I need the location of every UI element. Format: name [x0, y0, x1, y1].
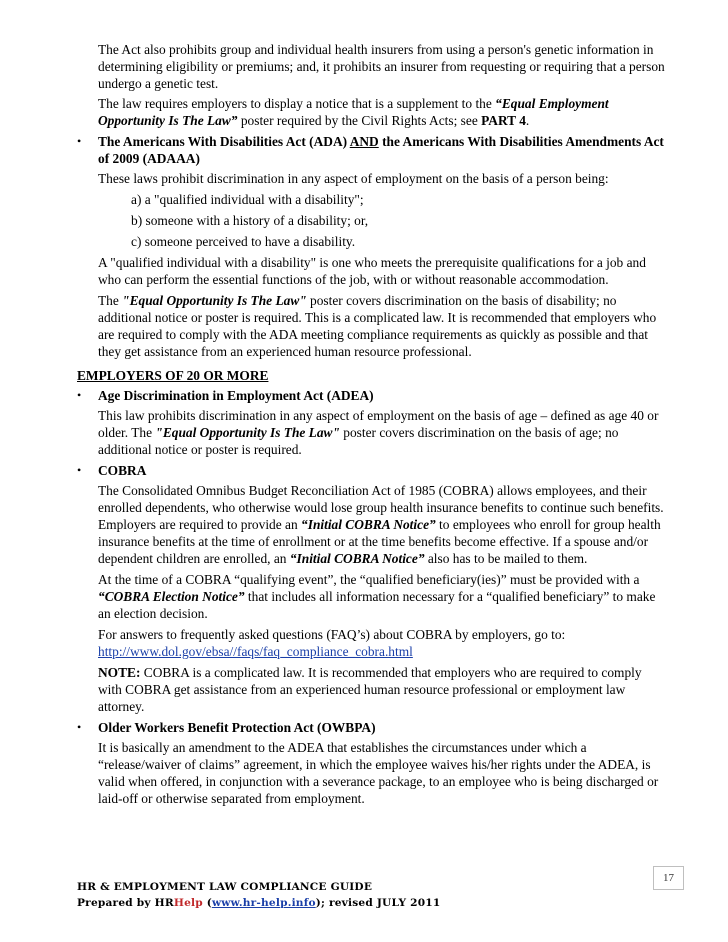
owbpa-heading-text: Older Workers Benefit Protection Act (OWBPA) [98, 720, 376, 735]
section-heading-text: EMPLOYERS OF 20 OR MORE [77, 368, 269, 383]
list-item: c) someone perceived to have a disability. [131, 234, 356, 249]
adea-paragraph [0, 407, 728, 458]
cobra-qualifying-paragraph [0, 571, 728, 622]
text-span: ( [202, 897, 212, 909]
poster-name: “Equal Employment Opportunity Is The Law” [98, 96, 609, 128]
qualified-individual-paragraph: A "qualified individual with a disability" is one who meets the prerequisite qualifications for a job and who can perform the essential functions of the job, with or without reasonable accommodation. [98, 255, 646, 287]
text-span: also has to be mailed to them. [424, 551, 588, 566]
cobra-heading [0, 462, 728, 479]
note-label: NOTE: [98, 665, 141, 680]
text-span: The [98, 293, 123, 308]
section-heading [0, 367, 728, 384]
text-span: that includes all information necessary for a “qualified beneficiary” to make an election decision. [98, 589, 656, 621]
text-span: poster covers discrimination on the basis of disability; no additional notice or poster is required. This is a complicated law. It is recommended that employers who are required to comply with the ADA meeting compliance requirements as quickly as possible and that they get assistance from an experienced human resource professional. [98, 293, 657, 359]
text-span: poster covers discrimination on the basis of age; no additional notice or poster is required. [98, 425, 619, 457]
adea-heading [0, 387, 728, 404]
text-span: The law requires employers to display a notice that is a supplement to the [98, 96, 496, 111]
text-span: COBRA is a complicated law. It is recommended that employers who are required to comply with COBRA get assistance from an experienced human resource professional or employment law attorney. [98, 665, 642, 714]
notice-name: “Initial COBRA Notice” [301, 517, 436, 532]
poster-requirement-paragraph [0, 95, 728, 129]
bullet-icon: • [77, 134, 82, 148]
text-span: to employees who enroll for group health insurance benefits at the time of enrollment or at the time benefits become effective. If a spouse and/or dependent children are enrolled, an [98, 517, 661, 566]
ada-heading-part: the Americans With Disabilities Amendments Act of 2009 (ADAAA) [98, 134, 664, 166]
poster-name: "Equal Opportunity Is The Law" [155, 425, 340, 440]
text-span: Prepared by [77, 897, 155, 909]
text-span: At the time of a COBRA “qualifying event”, the “qualified beneficiary(ies)” must be provided with a [98, 572, 640, 587]
list-item: b) someone with a history of a disability; or, [131, 213, 369, 228]
footer-website-link[interactable]: www.hr-help.info [211, 897, 316, 909]
part-reference: PART 4 [481, 113, 526, 128]
text-span: poster required by the Civil Rights Acts; see [237, 113, 482, 128]
footer [77, 879, 440, 911]
cobra-faq-link[interactable]: http://www.dol.gov/ebsa//faqs/faq_compliance_cobra.html [98, 644, 413, 659]
footer-prepared [77, 895, 440, 911]
notice-name: “Initial COBRA Notice” [289, 551, 425, 566]
brand-help: Help [173, 897, 203, 909]
text-span: The Consolidated Omnibus Budget Reconciliation Act of 1985 (COBRA) allows employees, and their enrolled dependents, who otherwise would lose group health insurance benefits to continue such benefits. Employers are required to provide an [98, 483, 664, 532]
owbpa-paragraph: It is basically an amendment to the ADEA that establishes the circumstances under which a “release/waiver of claims” agreement, in which the employee waives his/her rights under the ADEA, is valid when offered, in conjunction with a severance package, to an employee who is being discharged or laid-off or otherwise separated from employment. [98, 740, 659, 806]
cobra-paragraph [0, 482, 728, 567]
text-span: This law prohibits discrimination in any aspect of employment on the basis of age – defined as age 40 or older. The [98, 408, 659, 440]
ada-intro: These laws prohibit discrimination in any aspect of employment on the basis of a person being: [98, 171, 609, 186]
ada-heading-and: AND [349, 134, 379, 149]
owbpa-heading [0, 719, 728, 736]
ada-heading [0, 133, 728, 167]
cobra-note [0, 664, 728, 715]
brand-hr: HR [154, 897, 174, 909]
poster-name: "Equal Opportunity Is The Law" [122, 293, 307, 308]
ada-heading-part: The Americans With Disabilities Act (ADA) [98, 134, 350, 149]
cobra-faq-text: For answers to frequently asked questions (FAQ’s) about COBRA by employers, go to: [98, 627, 566, 642]
adea-heading-text: Age Discrimination in Employment Act (ADEA) [98, 388, 374, 403]
page-number: 17 [653, 866, 684, 890]
cobra-faq-link-row [0, 643, 728, 660]
footer-title: HR & EMPLOYMENT LAW COMPLIANCE GUIDE [77, 881, 373, 893]
notice-name: “COBRA Election Notice” [98, 589, 245, 604]
bullet-icon: • [77, 388, 82, 402]
text-span: ); revised JULY 2011 [315, 897, 441, 909]
ada-poster-paragraph [0, 292, 728, 360]
text-span: . [525, 113, 530, 128]
bullet-icon: • [77, 720, 82, 734]
cobra-heading-text: COBRA [98, 463, 147, 478]
bullet-icon: • [77, 463, 82, 477]
list-item: a) a "qualified individual with a disability"; [131, 192, 364, 207]
genetic-info-paragraph: The Act also prohibits group and individual health insurers from using a person's genetic information in determining eligibility or premiums; and, it prohibits an insurer from requesting or requiring that a person undergo a genetic test. [98, 42, 665, 91]
